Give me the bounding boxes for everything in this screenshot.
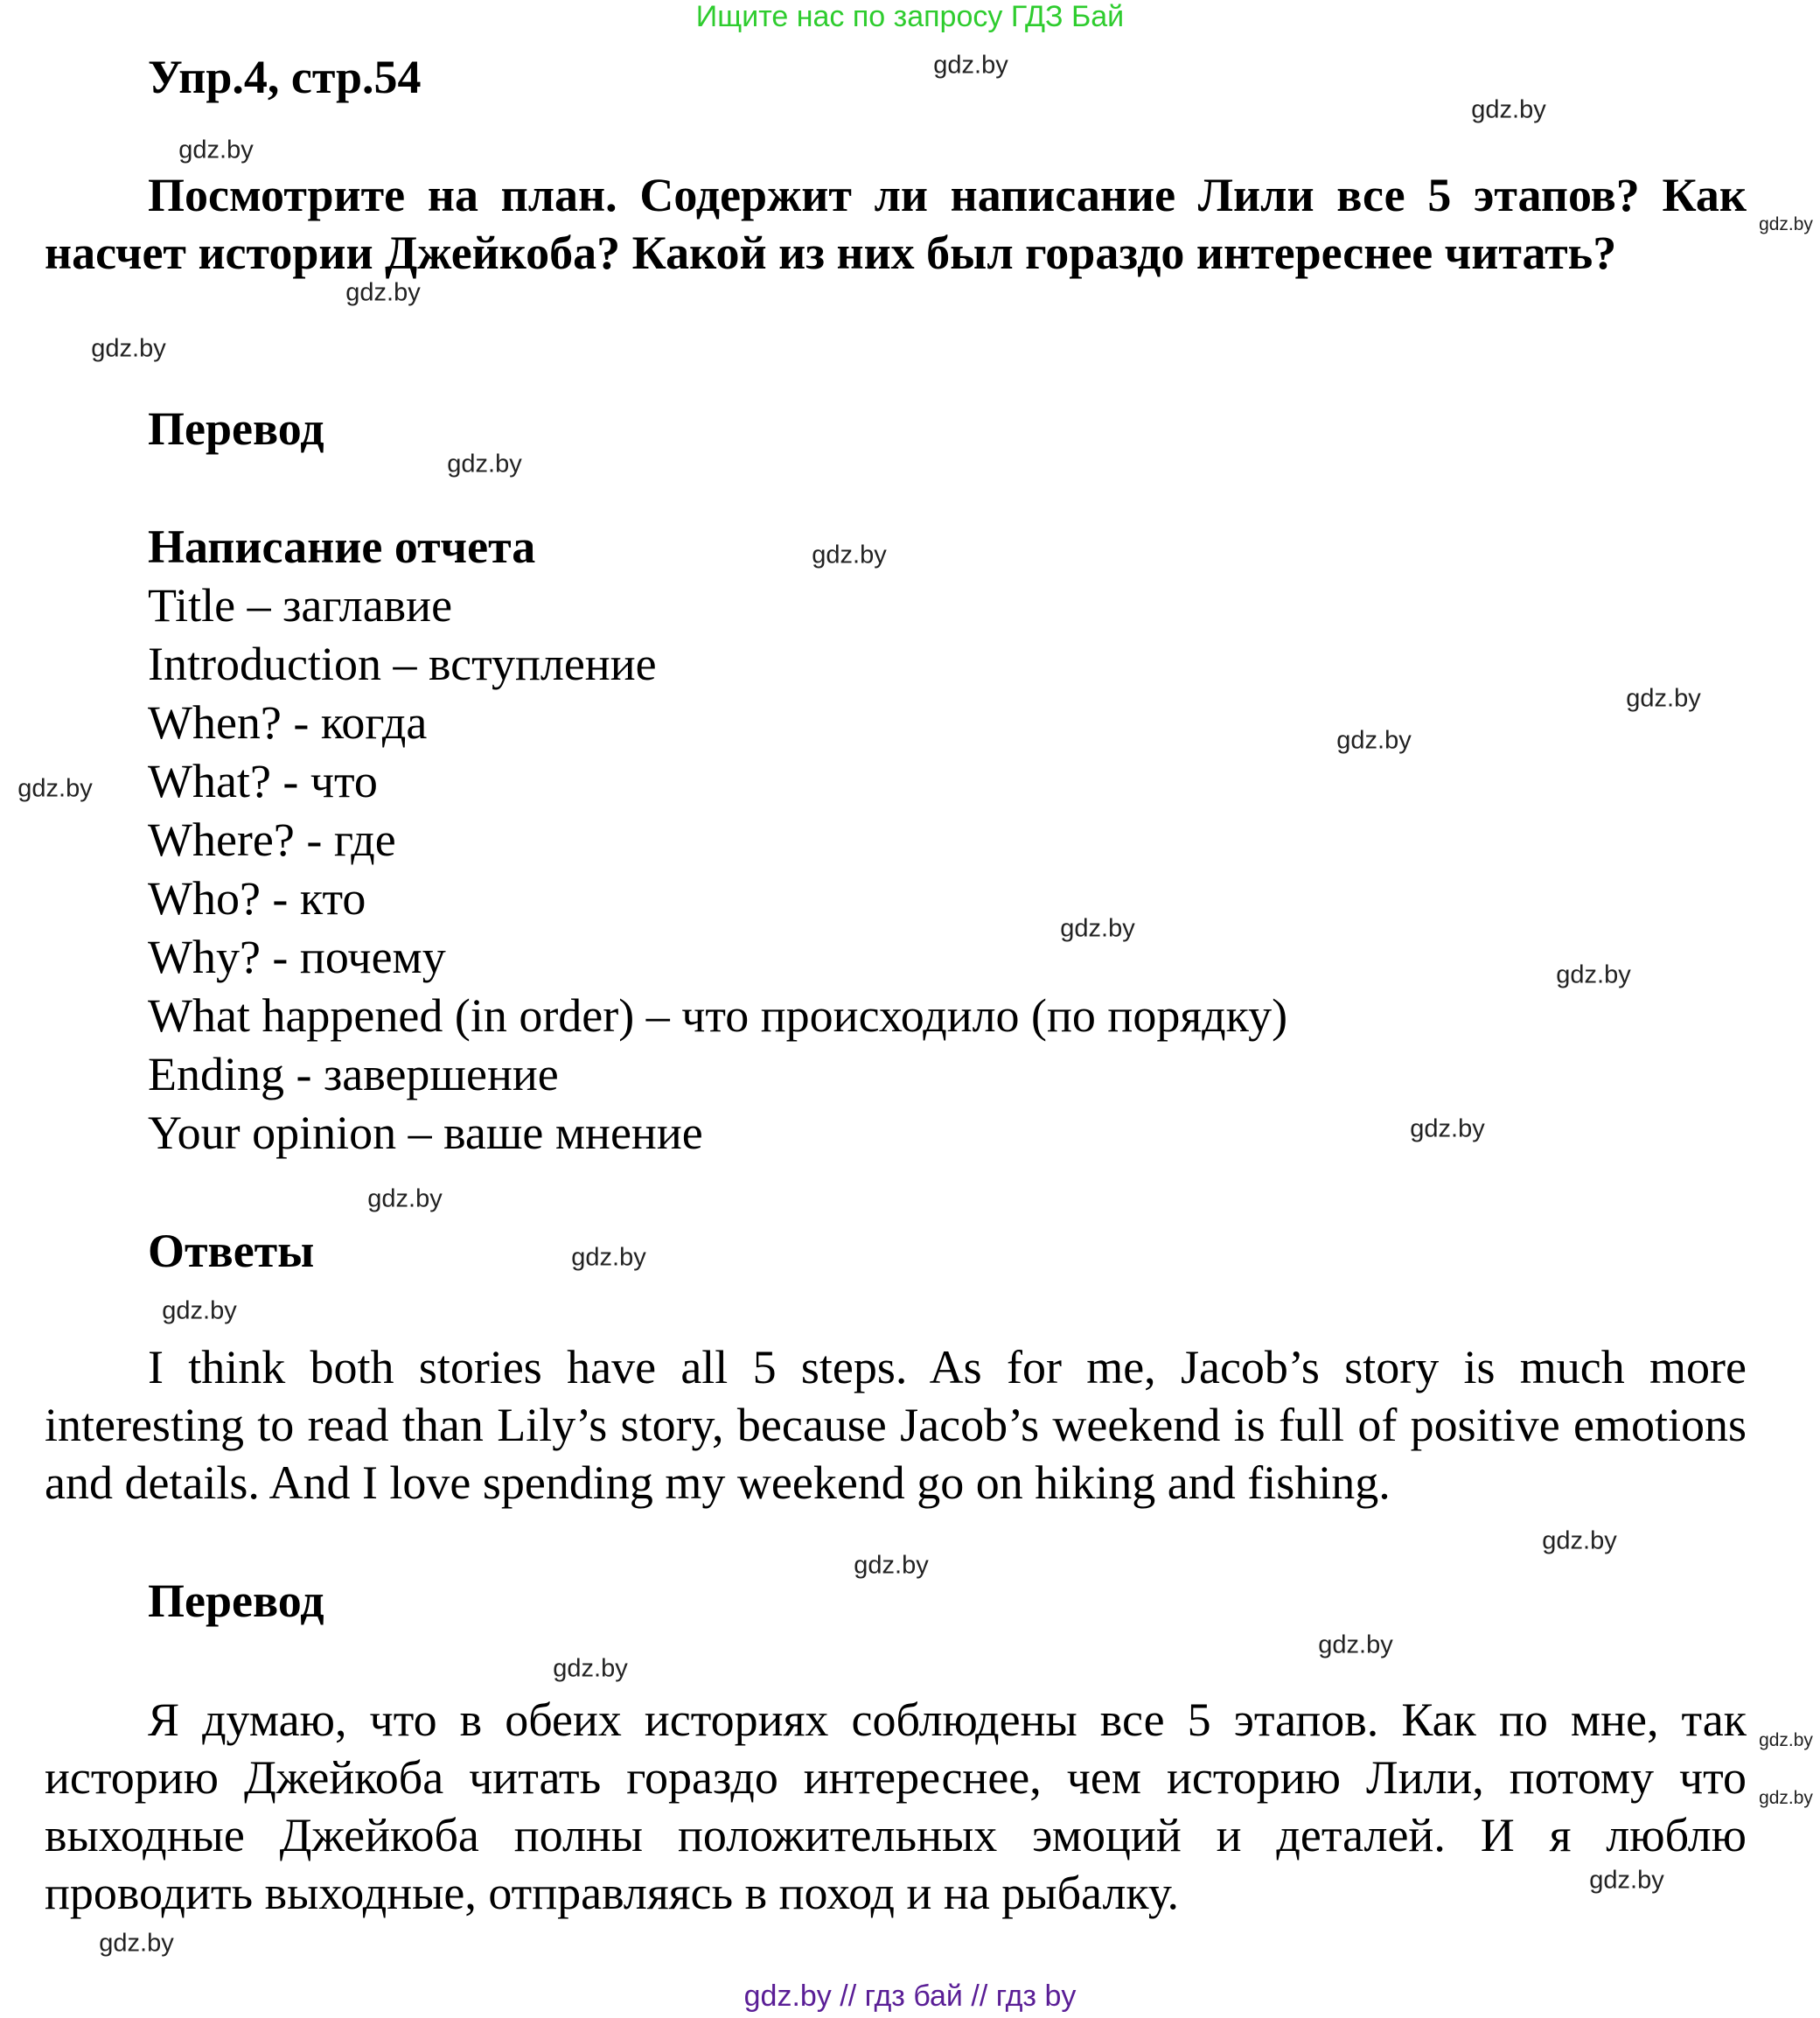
- plan-list: [148, 576, 1287, 1163]
- watermark: gdz.by: [1626, 684, 1701, 713]
- watermark: gdz.by: [1759, 1730, 1813, 1750]
- watermark: gdz.by: [1060, 914, 1135, 943]
- watermark: gdz.by: [99, 1929, 174, 1958]
- watermark: gdz.by: [162, 1296, 237, 1325]
- plan-item: Why? - почему: [148, 931, 446, 983]
- plan-item: Who? - кто: [148, 872, 366, 925]
- watermark: gdz.by: [1542, 1526, 1617, 1555]
- watermark: gdz.by: [1556, 960, 1631, 989]
- plan-item: What happened (in order) – что происходило (по порядку): [148, 989, 1288, 1042]
- search-banner: Ищите нас по запросу ГДЗ Бай: [695, 0, 1125, 33]
- plan-item: Where? - где: [148, 813, 396, 866]
- answer-text: I think both stories have all 5 steps. As for me, Jacob’s story is much more interesting to read than Lily’s story, because Jacob’s weekend is full of positive emotions and details. And I love spending my weekend go on hiking and fishing.: [45, 1341, 1747, 1509]
- plan-item: Title – заглавие: [148, 579, 453, 632]
- plan-item: Introduction – вступление: [148, 638, 657, 690]
- watermark: gdz.by: [367, 1184, 443, 1213]
- exercise-title: Упр.4, стр.54: [148, 51, 422, 103]
- plan-heading: Написание отчета: [148, 520, 536, 573]
- watermark: gdz.by: [1410, 1114, 1485, 1143]
- watermark: gdz.by: [571, 1243, 646, 1272]
- plan-item: When? - когда: [148, 696, 428, 749]
- watermark: gdz.by: [812, 541, 887, 569]
- watermark: gdz.by: [17, 774, 93, 803]
- watermark: gdz.by: [345, 278, 421, 307]
- watermark: gdz.by: [178, 136, 254, 164]
- watermark: gdz.by: [1336, 726, 1412, 755]
- answers-heading: Ответы: [148, 1225, 315, 1277]
- watermark: gdz.by: [553, 1654, 628, 1683]
- watermark: gdz.by: [1759, 1788, 1813, 1808]
- watermark: gdz.by: [1471, 95, 1546, 124]
- watermark: gdz.by: [854, 1551, 929, 1580]
- translation-heading-2: Перевод: [148, 1575, 324, 1627]
- watermark: gdz.by: [1759, 214, 1813, 234]
- plan-item: Your opinion – ваше мнение: [148, 1107, 703, 1159]
- plan-item: What? - что: [148, 755, 378, 807]
- answer-translation: Я думаю, что в обеих историях соблюдены все 5 этапов. Как по мне, так историю Джейкоба читать гораздо интереснее, чем историю Лили, потому что выходные Джейкоба полны положительных эмоций и деталей. И я люблю проводить выходные, отправляясь в поход и на рыбалку.: [45, 1693, 1747, 1919]
- watermark: gdz.by: [1589, 1866, 1664, 1895]
- watermark: gdz.by: [933, 51, 1008, 80]
- watermark: gdz.by: [1318, 1630, 1393, 1659]
- task-text: Посмотрите на план. Содержит ли написание Лили все 5 этапов? Как насчет истории Джейкоба? Какой из них был гораздо интереснее читать?: [45, 169, 1747, 279]
- plan-item: Ending - завершение: [148, 1048, 559, 1100]
- watermark: gdz.by: [91, 334, 166, 363]
- footer-links: gdz.by // гдз бай // гдз by: [743, 1980, 1077, 2013]
- translation-heading: Перевод: [148, 402, 324, 455]
- watermark: gdz.by: [447, 450, 522, 478]
